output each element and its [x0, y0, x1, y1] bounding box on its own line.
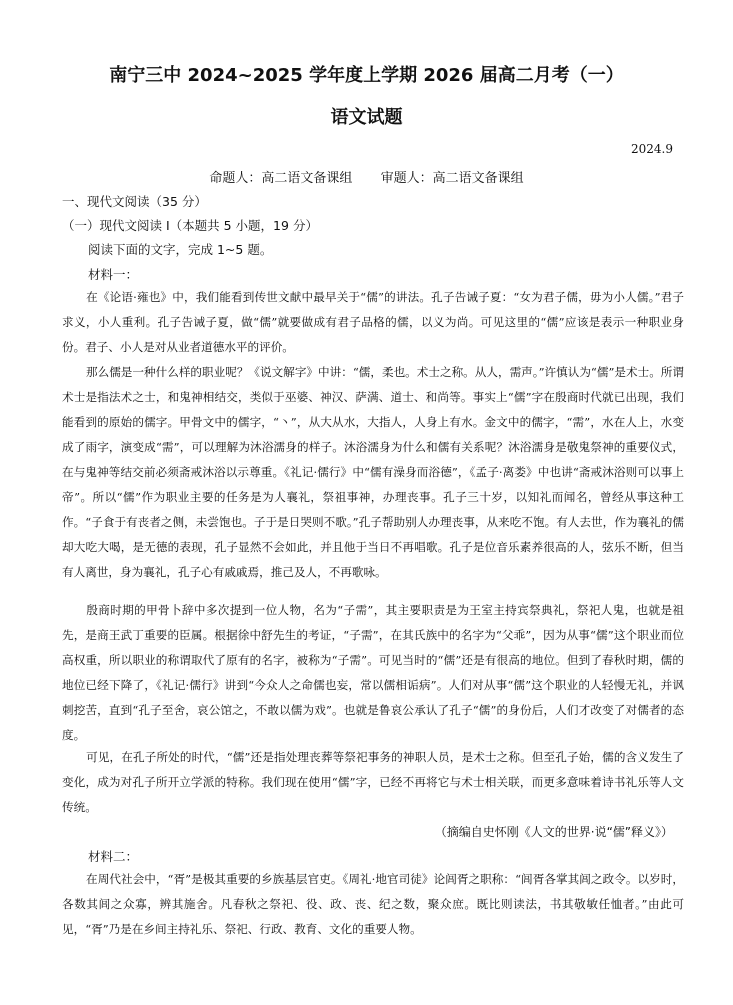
- material2-paragraph: [62, 867, 684, 942]
- section-heading: 一、现代文阅读（35 分）: [62, 194, 207, 209]
- setter-credit: 命题人：高二语文备课组: [209, 171, 353, 186]
- material1-paragraph: [62, 360, 684, 585]
- material1-paragraph: [62, 745, 684, 820]
- material1-paragraph: [62, 598, 684, 748]
- exam-date: 2024.9: [631, 142, 673, 156]
- paragraph-text: 殷商时期的甲骨卜辞中多次提到一位人物，名为“子需”，其主要职责是为王室主持宾祭典礼，祭祀人鬼，也就是祖先，是商王武丁重要的臣属。根据徐中舒先生的考证，“子需”，在其氏族中的名字为“父乖”，因为从事“儒”这个职业而位高权重，所以职业的称谓取代了原有的名字，被称为“子需”。可见当时的“儒”还是有很高的地位。但到了春秋时期，儒的地位已经下降了，《礼记·儒行》讲到“今众人之命儒也妄，常以儒相诟病”。人们对从事“儒”这个职业的人轻慢无礼，并讽刺挖苦，直到“孔子至舍，哀公馆之，不敢以儒为戏”。也就是鲁哀公承认了孔子“儒”的身份后，人们才改变了对儒者的态度。: [62, 603, 684, 742]
- paragraph-text: 可见，在孔子所处的时代，“儒”还是指处理丧葬等祭祀事务的神职人员，是术士之称。但至孔子始，儒的含义发生了变化，成为对孔子所开立学派的特称。我们现在使用“儒”字，已经不再将它与术士相关联，而更多意味着诗书礼乐等人文传统。: [62, 750, 684, 814]
- authors-line: [0, 167, 733, 186]
- material1-label: 材料一：: [88, 267, 139, 282]
- paragraph-text: 在《论语·雍也》中，我们能看到传世文献中最早关于“儒”的讲法。孔子告诫子夏：“女为君子儒，毋为小人儒。”君子求义，小人重利。孔子告诫子夏，做“儒”就要做成有君子品格的儒，以义为尚。可见这里的“儒”应该是表示一种职业身份。君子、小人是对从业者道德水平的评价。: [62, 290, 684, 354]
- paragraph-text: 在周代社会中，“胥”是极其重要的乡族基层官吏。《周礼·地官司徒》论闾胥之职称：“闾胥各掌其闾之政令。以岁时，各数其闾之众寡，辨其施舍。凡春秋之祭祀、役、政、丧、纪之数，聚众庶。既比则读法，书其敬敏任恤者。”由此可见，“胥”乃是在乡间主持礼乐、祭祀、行政、教育、文化的重要人物。: [62, 872, 684, 936]
- exam-subtitle: 语文试题: [330, 107, 403, 128]
- reviewer-credit: 审题人：高二语文备课组: [380, 171, 524, 186]
- material2-label: 材料二：: [88, 849, 139, 864]
- exam-title: 南宁三中 2024~2025 学年度上学期 2026 届高二月考（一）: [109, 65, 624, 86]
- paragraph-text: 那么儒是一种什么样的职业呢？《说文解字》中讲：“儒，柔也。术士之称。从人，需声。”许慎认为“儒”是术士。所谓术士是指法术之士，和鬼神相结交，类似于巫婆、神汉、萨满、道士、和尚等。事实上“儒”字在殷商时代就已出现，我们能看到的原始的儒字。甲骨文中的儒字，“⼂”，从大从水，大指人，人身上有水。金文中的儒字，“需”，水在人上，水变成了雨字，演变成“需”，可以理解为沐浴濡身的样子。沐浴濡身为什么和儒有关系呢？沐浴濡身是敬鬼祭神的重要仪式，在与鬼神等结交前必须斋戒沐浴以示尊重。《礼记·儒行》中“儒有澡身而浴德”，《孟子·离娄》中也讲“斋戒沐浴则可以事上帝”。所以“儒”作为职业主要的任务是为人襄礼，祭祖事神，办理丧事。孔子三十岁，以知礼而闻名，曾经从事这种工作。“子食于有丧者之侧，未尝饱也。子于是日哭则不歌。”孔子帮助别人办理丧事，从来吃不饱。有人去世，作为襄礼的儒却大吃大喝，是无德的表现，孔子显然不会如此，并且他于当日不再唱歌。孔子是位音乐素养很高的人，弦乐不断，但当有人离世，身为襄礼，孔子心有戚戚焉，推己及人，不再歌咏。: [62, 365, 684, 579]
- material1-paragraph: [62, 285, 684, 360]
- instruction: 阅读下面的文字，完成 1~5 题。: [88, 242, 273, 257]
- part-heading: （一）现代文阅读 I（本题共 5 小题，19 分）: [62, 218, 318, 233]
- material1-source: （摘编自史怀刚《人文的世界·说“儒”释义》）: [434, 825, 673, 839]
